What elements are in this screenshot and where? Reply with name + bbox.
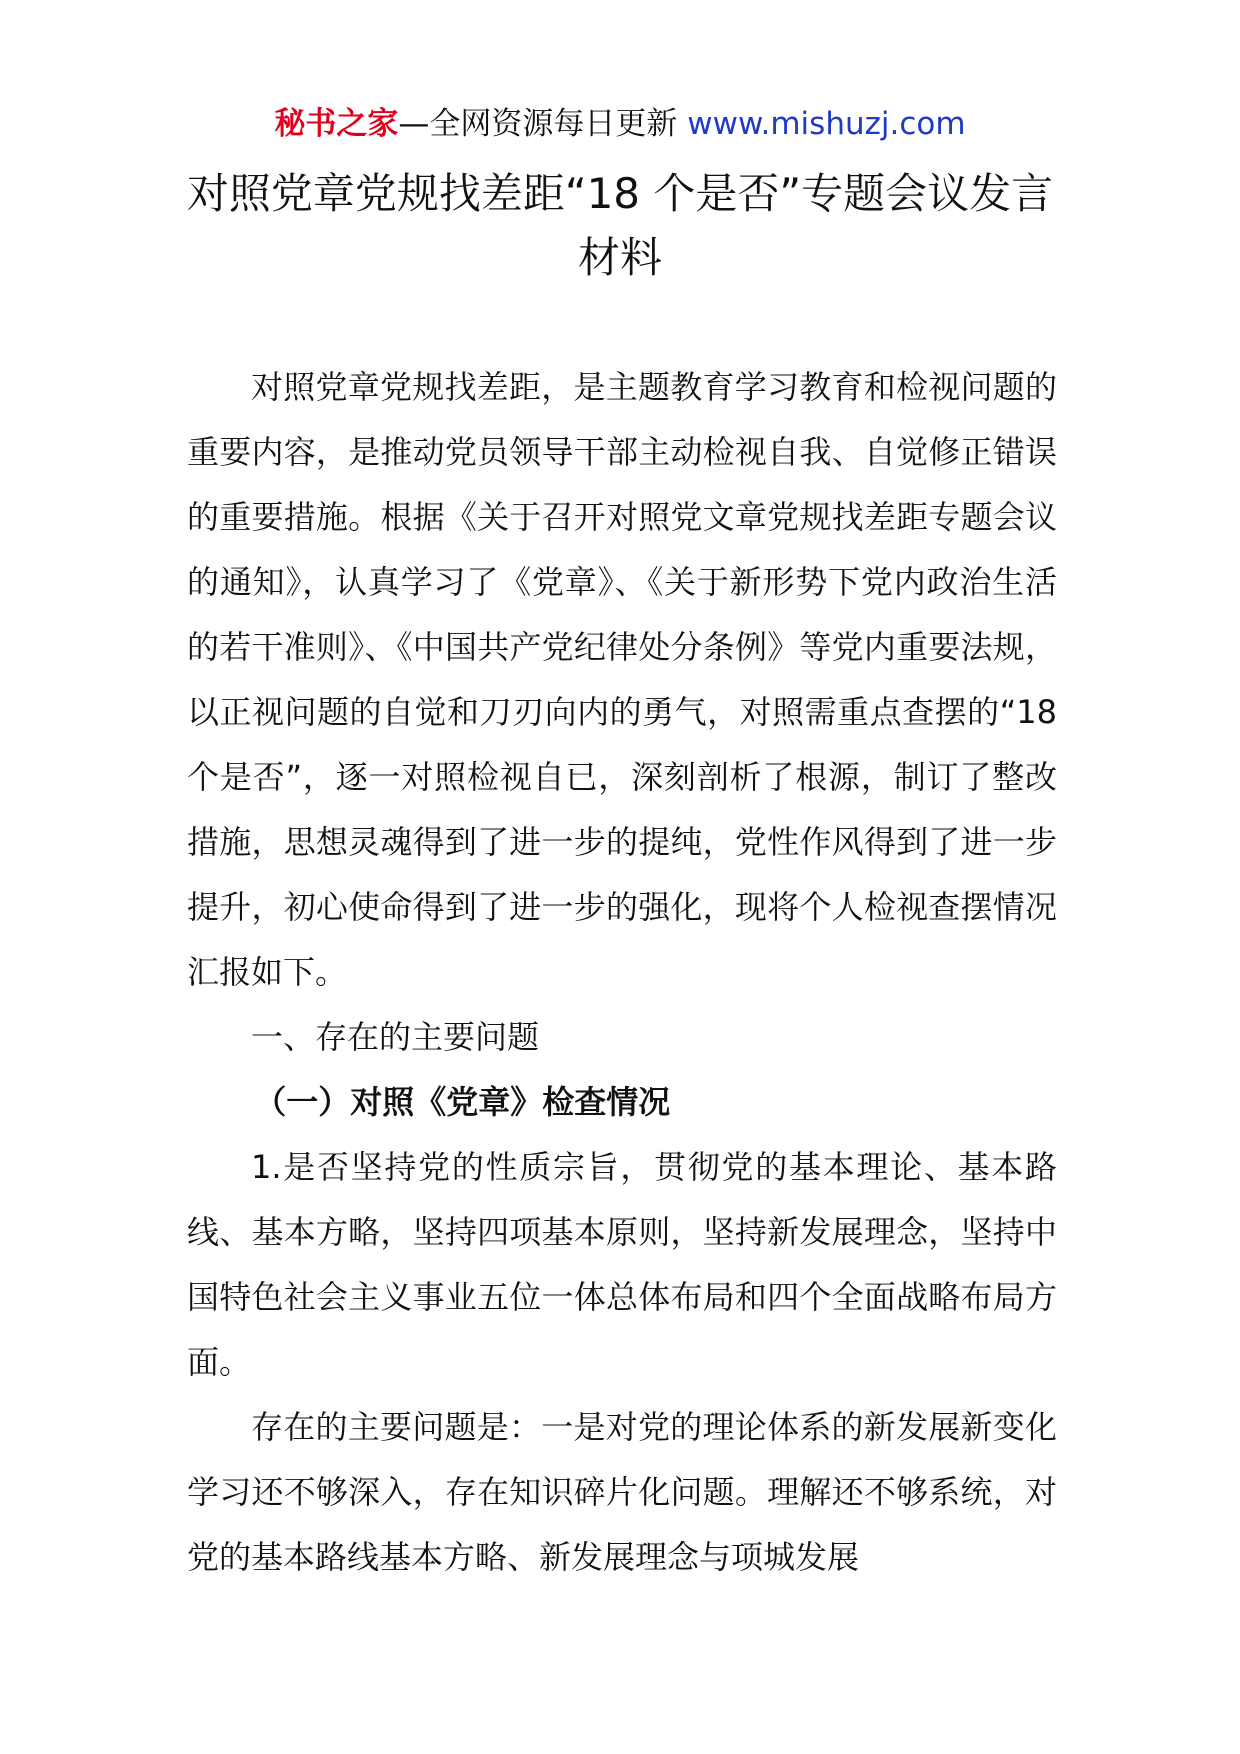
site-header [0, 102, 1240, 146]
intro-paragraph: 对照党章党规找差距，是主题教育学习教育和检视问题的重要内容，是推动党员领导干部主动检视自我、自觉修正错误的重要措施。根据《关于召开对照党文章党规找差距专题会议的通知》，认真学习了《党章》、《关于新形势下党内政治生活的若干准则》、《中国共产党纪律处分条例》等党内重要法规，以正视问题的自觉和刀刃向内的勇气，对照需重点查摆的“18 个是否”，逐一对照检视自已，深刻剖析了根源，制订了整改措施，思想灵魂得到了进一步的提纯，党性作风得到了进一步提升，初心使命得到了进一步的强化，现将个人检视查摆情况汇报如下。 [187, 368, 1057, 991]
document-title: 对照党章党规找差距“18 个是否”专题会议发言材料 [186, 169, 1054, 282]
site-brand: 秘书之家 [274, 106, 399, 142]
problem-paragraph: 存在的主要问题是：一是对党的理论体系的新发展新变化学习还不够深入，存在知识碎片化问题。理解还不够系统，对党的基本路线基本方略、新发展理念与项城发展 [187, 1408, 1057, 1576]
item-paragraph: 1.是否坚持党的性质宗旨，贯彻党的基本理论、基本路线、基本方略，坚持四项基本原则，坚持新发展理念，坚持中国特色社会主义事业五位一体总体布局和四个全面战略布局方面。 [187, 1148, 1057, 1381]
site-url-link[interactable]: www.mishuzj.com [687, 106, 966, 142]
site-slogan: —全网资源每日更新 [398, 106, 678, 142]
document-body [187, 355, 1057, 1590]
subsection-heading: （一）对照《党章》检查情况 [254, 1083, 671, 1121]
section-heading: 一、存在的主要问题 [251, 1018, 540, 1056]
